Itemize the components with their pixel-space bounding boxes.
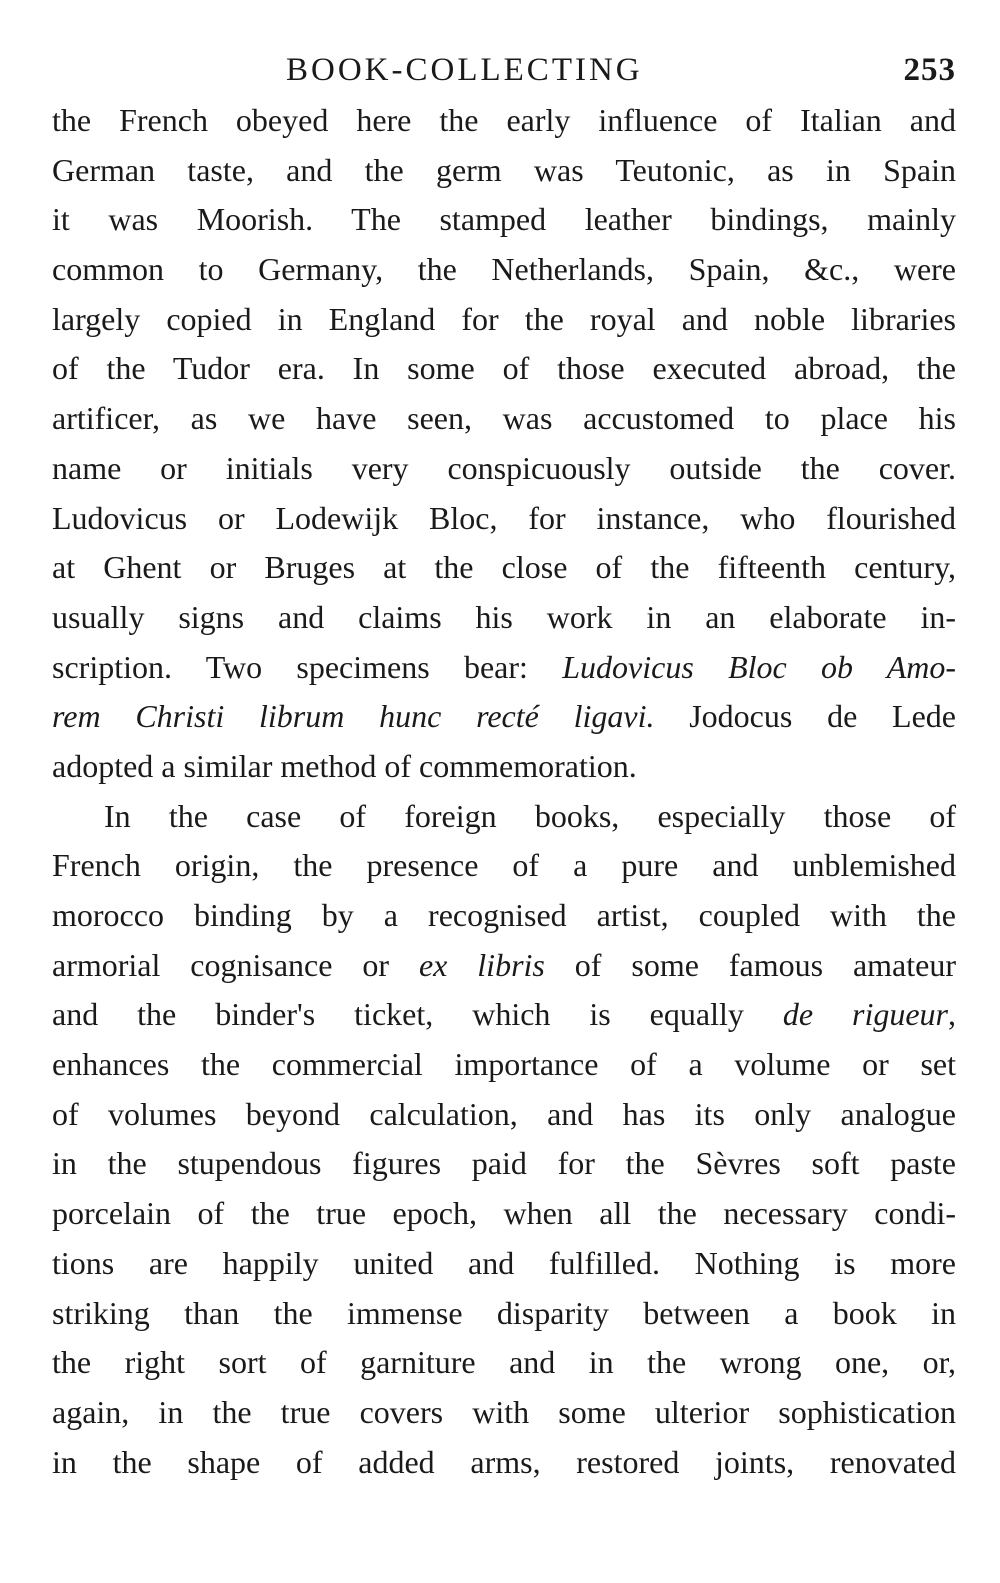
- text-line: porcelain of the true epoch, when all the necessary condi-: [52, 1195, 956, 1232]
- text-line: name or initials very conspicuously outside the cover.: [52, 449, 956, 486]
- text-line: of volumes beyond calculation, and has its only analogue: [52, 1095, 956, 1132]
- book-page: [52, 44, 956, 1487]
- text-line: the French obeyed here the early influence of Italian and: [52, 102, 956, 138]
- text-line: adopted a similar method of commemoration.: [52, 747, 637, 784]
- page-header: [52, 44, 956, 96]
- text-line: it was Moorish. The stamped leather bindings, mainly: [52, 201, 956, 238]
- text-line: Ludovicus or Lodewijk Bloc, for instance, who flourished: [52, 499, 956, 536]
- text-line: [52, 643, 956, 693]
- text-line: of the Tudor era. In some of those executed abroad, the: [52, 350, 956, 387]
- text-line: artificer, as we have seen, was accustomed to place his: [52, 400, 956, 437]
- text-run: of some famous amateur: [544, 946, 957, 983]
- text-line: French origin, the presence of a pure and unblemished: [52, 847, 956, 884]
- text-line: striking than the immense disparity between a book in: [52, 1294, 956, 1331]
- text-line: [52, 990, 956, 1040]
- paragraph-2: [52, 792, 956, 1488]
- text-line: morocco binding by a recognised artist, coupled with the: [52, 897, 956, 933]
- text-run: armorial cognisance or: [52, 946, 419, 983]
- text-line: German taste, and the germ was Teutonic, as in Spain: [52, 151, 956, 188]
- text-run: ,: [948, 996, 957, 1033]
- text-line: common to Germany, the Netherlands, Spain, &c., were: [52, 251, 956, 288]
- text-line: largely copied in England for the royal and noble libraries: [52, 300, 956, 337]
- text-line: In the case of foreign books, especially those of: [104, 797, 956, 834]
- text-line: enhances the commercial importance of a volume or set: [52, 1046, 956, 1083]
- latin-inscription: Ludovicus Bloc ob Amo-: [562, 648, 957, 685]
- italic-phrase: de rigueur: [782, 996, 949, 1033]
- italic-phrase: ex libris: [418, 946, 545, 983]
- text-line: usually signs and claims his work in an elaborate in-: [52, 598, 956, 635]
- text-line: in the stupendous figures paid for the Sèvres soft paste: [52, 1145, 956, 1182]
- text-line: [52, 941, 956, 991]
- text-line: again, in the true covers with some ulterior sophistication: [52, 1393, 956, 1430]
- text-line: [52, 692, 956, 742]
- text-line: in the shape of added arms, restored joints, renovated: [52, 1443, 956, 1480]
- text-line: at Ghent or Bruges at the close of the fifteenth century,: [52, 549, 956, 586]
- latin-inscription: rem Christi librum hunc recté ligavi.: [52, 698, 655, 735]
- text-run: and the binder's ticket, which is equally: [52, 996, 783, 1033]
- paragraph-1: [52, 96, 956, 792]
- text-run: scription. Two specimens bear:: [52, 648, 563, 685]
- text-line: the right sort of garniture and in the wrong one, or,: [52, 1344, 956, 1381]
- text-run: Jodocus de Lede: [654, 698, 957, 735]
- page-number: 253: [903, 52, 956, 88]
- running-title: BOOK-COLLECTING: [286, 52, 643, 88]
- text-line: tions are happily united and fulfilled. Nothing is more: [52, 1244, 956, 1281]
